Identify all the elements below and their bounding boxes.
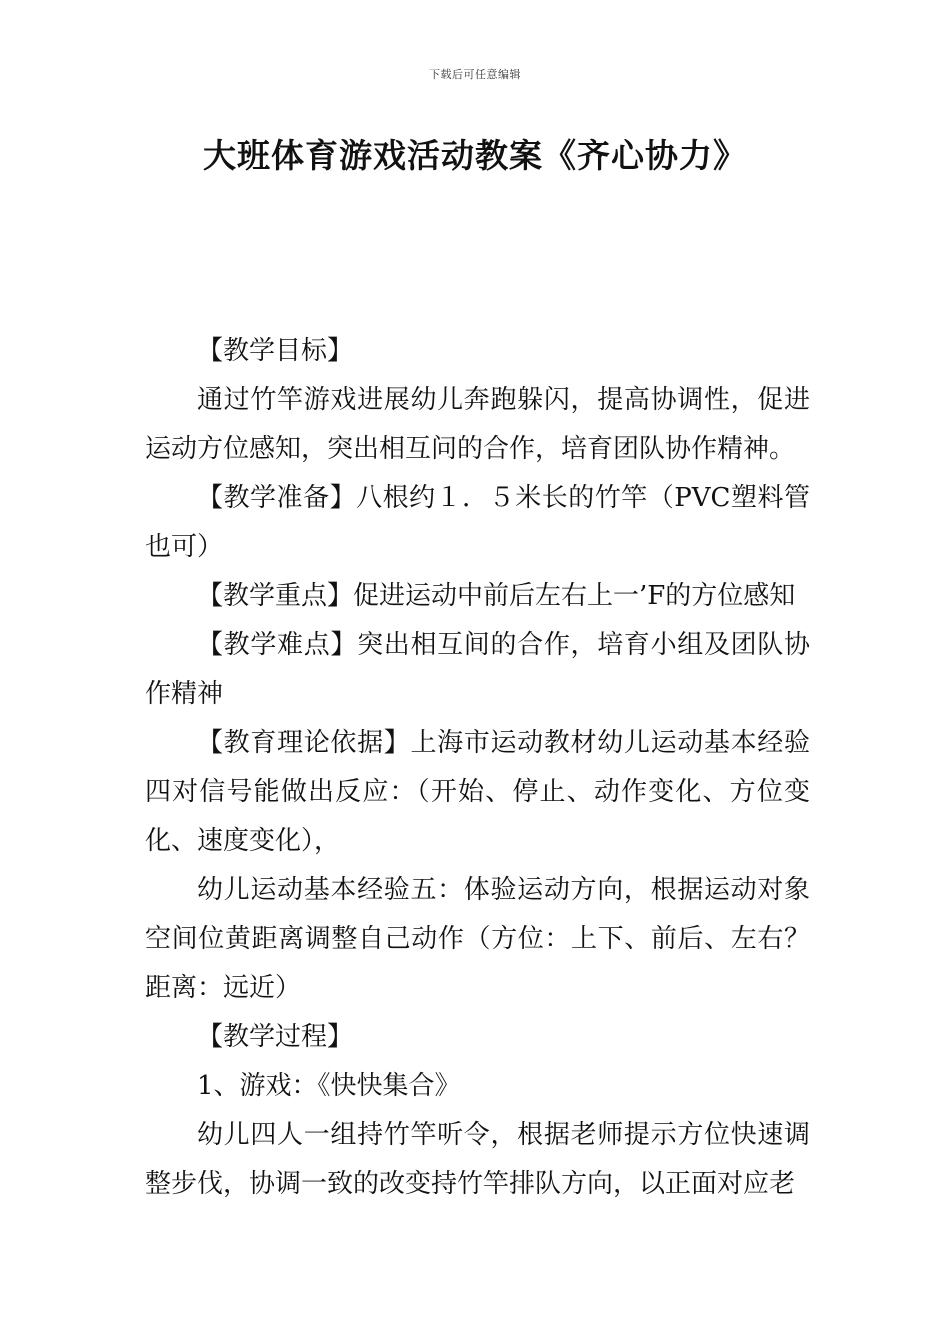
paragraph-key-points: 【教学重点】促进运动中前后左右上一’F的方位感知	[197, 581, 796, 611]
paragraph-experience-five: 幼儿运动基本经验五：体验运动方向，根据运动对象空间位黄距离调整自己动作（方位：上下、前后、左右？距离：远近）	[145, 875, 810, 1003]
paragraph-preparation: 【教学准备】八根约１．５米长的竹竿（PVC塑料管也可）	[145, 483, 810, 562]
document-title: 大班体育游戏活动教案《齐心协力》	[203, 136, 747, 175]
section-heading-process: 【教学过程】	[197, 1022, 354, 1052]
header-note: 下载后可任意编辑	[429, 68, 521, 81]
paragraph-game-description: 幼儿四人一组持竹竿听令，根据老师提示方位快速调整步伐，协调一致的改变持竹竿排队方向，以正面对应老	[145, 1120, 810, 1199]
paragraph-objectives: 通过竹竿游戏进展幼儿奔跑躲闪，提高协调性，促进运动方位感知，突出相互问的合作，培育团队协作精神。	[145, 385, 810, 464]
paragraph-theory-basis: 【教育理论依据】上海市运动教材幼儿运动基本经验四对信号能做出反应：（开始、停止、动作变化、方位变化、速度变化），	[145, 728, 810, 856]
document-body	[145, 327, 810, 1209]
paragraph-game-title: 1、游戏：《快快集合》	[197, 1071, 461, 1101]
paragraph-difficulties: 【教学难点】突出相互间的合作，培育小组及团队协作精神	[145, 630, 810, 709]
section-heading-objectives: 【教学目标】	[197, 336, 354, 366]
